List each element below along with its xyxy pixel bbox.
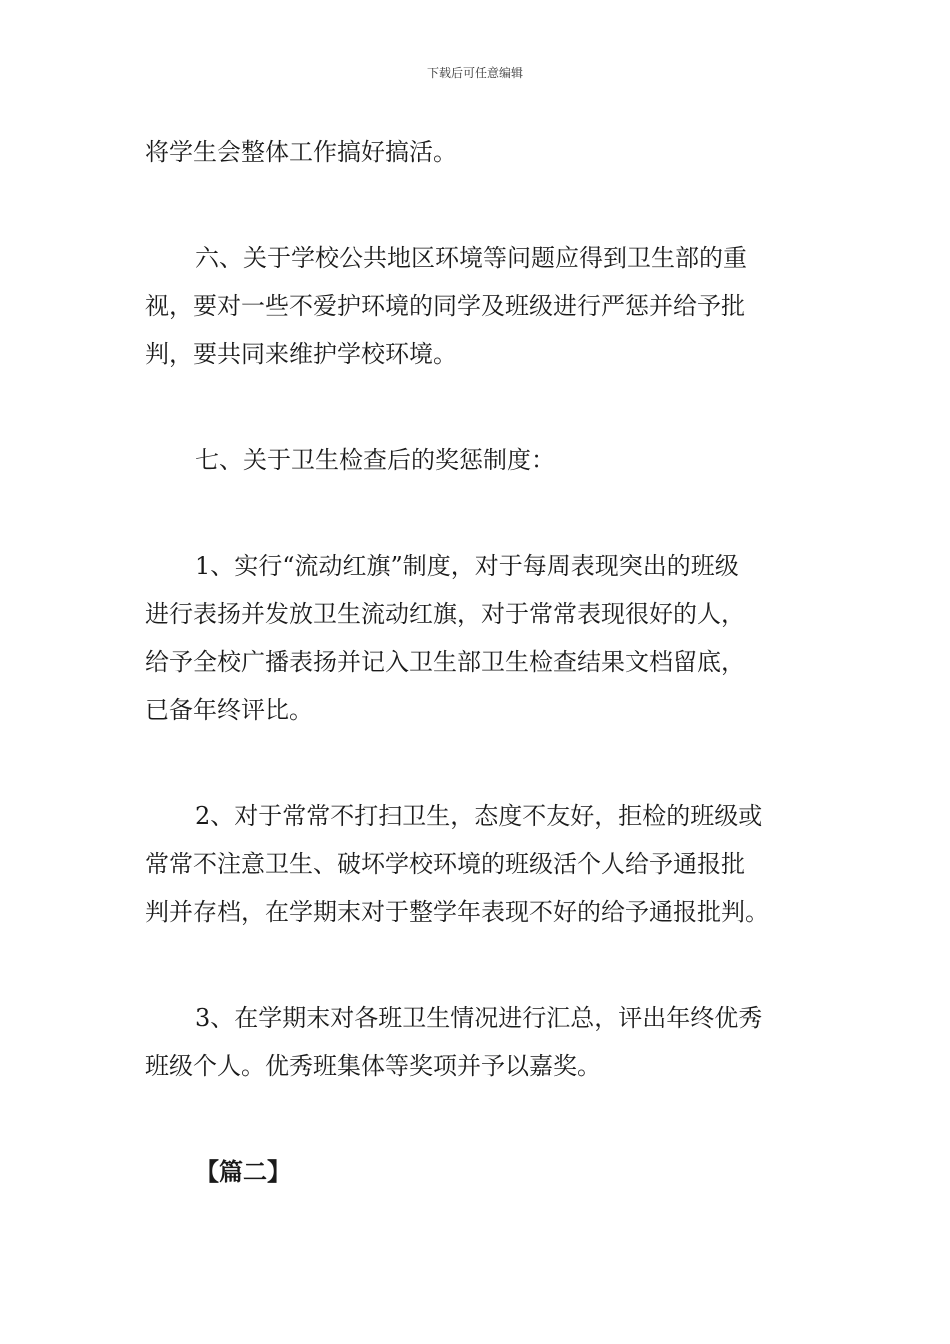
text-line: 视，要对一些不爱护环境的同学及班级进行严惩并给予批 — [145, 292, 745, 320]
paragraph-closing-line — [145, 128, 809, 176]
page-header: 下载后可任意编辑 — [426, 66, 523, 80]
paragraph-gap — [145, 1090, 809, 1148]
paragraph-gap — [145, 734, 809, 792]
text-line: 判，要共同来维护学校环境。 — [145, 340, 457, 368]
text-line: 已备年终评比。 — [145, 696, 313, 724]
text-line: 2、对于常常不打扫卫生，态度不友好，拒检的班级或 — [195, 802, 763, 830]
text-line: 1、实行“流动红旗”制度，对于每周表现突出的班级 — [195, 552, 739, 580]
section-heading: 【篇二】 — [195, 1157, 291, 1186]
text-line: 判并存档，在学期末对于整学年表现不好的给予通报批判。 — [145, 898, 769, 926]
text-line: 给予全校广播表扬并记入卫生部卫生检查结果文档留底， — [145, 648, 745, 676]
document-body — [145, 128, 809, 1196]
text-line: 进行表扬并发放卫生流动红旗，对于常常表现很好的人， — [145, 600, 745, 628]
paragraph-gap — [145, 936, 809, 994]
paragraph-item-seven — [145, 436, 809, 484]
paragraph-rule-three — [145, 994, 809, 1090]
paragraph-gap — [145, 484, 809, 542]
text-line: 六、关于学校公共地区环境等问题应得到卫生部的重 — [195, 244, 747, 272]
text-line: 七、关于卫生检查后的奖惩制度： — [195, 446, 555, 474]
paragraph-gap — [145, 176, 809, 234]
paragraph-rule-one — [145, 542, 809, 734]
text-line: 将学生会整体工作搞好搞活。 — [145, 138, 457, 166]
paragraph-item-six — [145, 234, 809, 378]
text-line: 3、在学期末对各班卫生情况进行汇总，评出年终优秀 — [195, 1004, 763, 1032]
paragraph-rule-two — [145, 792, 809, 936]
text-line: 班级个人。优秀班集体等奖项并予以嘉奖。 — [145, 1052, 601, 1080]
paragraph-gap — [145, 378, 809, 436]
text-line: 常常不注意卫生、破坏学校环境的班级活个人给予通报批 — [145, 850, 745, 878]
